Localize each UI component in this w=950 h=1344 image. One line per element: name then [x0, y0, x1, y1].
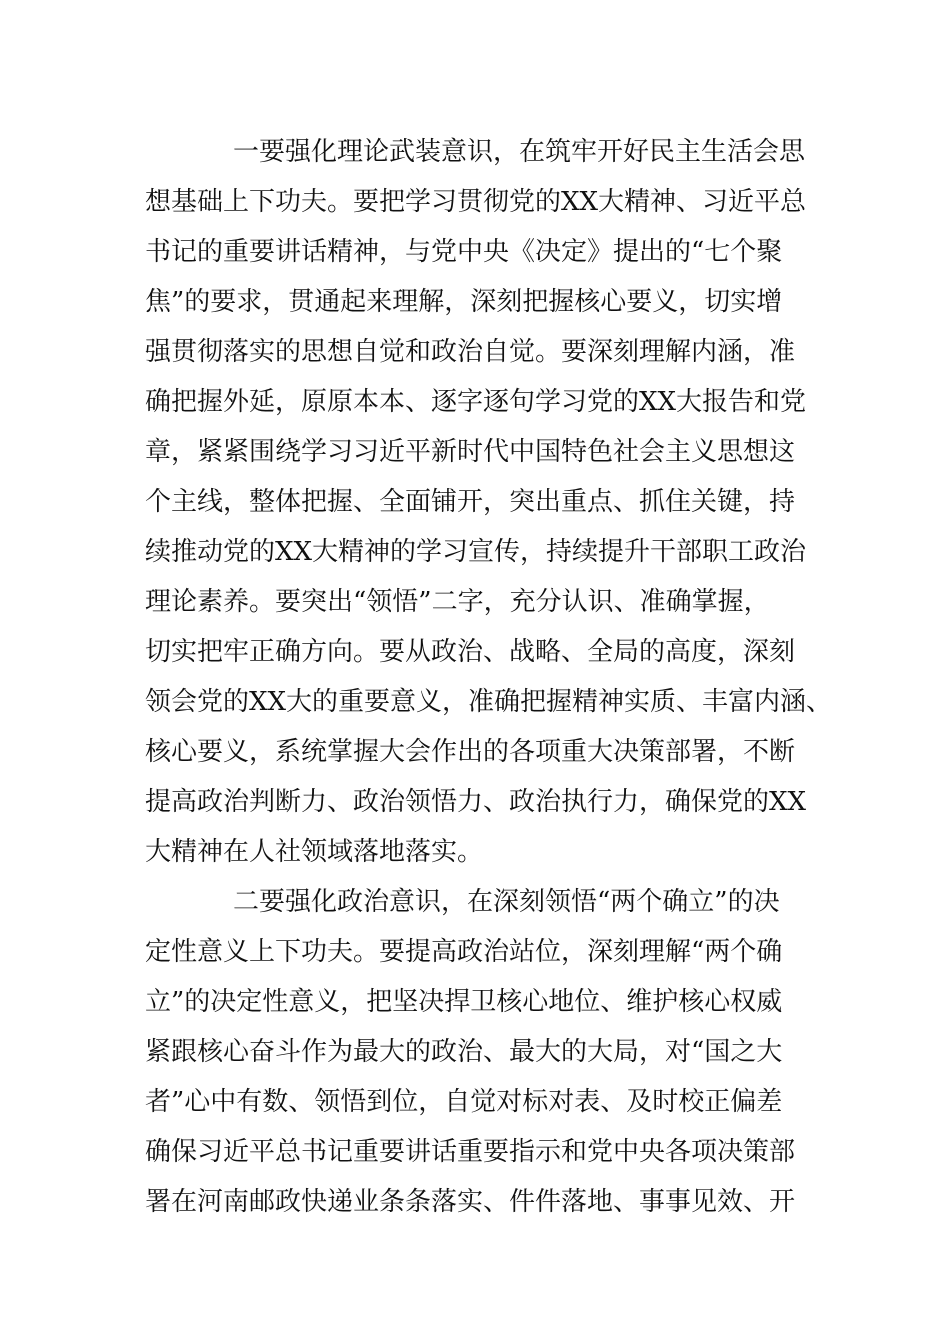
paragraph-2 — [145, 877, 835, 1227]
text-line: 强贯彻落实的思想自觉和政治自觉。要深刻理解内涵，准 — [145, 337, 796, 367]
text-line: 者”心中有数、领悟到位，自觉对标对表、及时校正偏差 — [145, 1087, 783, 1117]
document-body — [145, 127, 835, 1227]
text-line: 署在河南邮政快递业条条落实、件件落地、事事见效、开 — [145, 1187, 796, 1217]
text-line: 核心要义，系统掌握大会作出的各项重大决策部署，不断 — [145, 737, 796, 767]
text-line: 确把握外延，原原本本、逐字逐句学习党的XX大报告和党 — [145, 387, 807, 417]
text-line: 大精神在人社领域落地落实。 — [145, 837, 484, 867]
text-line: 切实把牢正确方向。要从政治、战略、全局的高度，深刻 — [145, 637, 796, 667]
text-line: 立”的决定性意义，把坚决捍卫核心地位、维护核心权威 — [145, 987, 783, 1017]
text-line: 定性意义上下功夫。要提高政治站位，深刻理解“两个确 — [145, 937, 783, 967]
text-line: 紧跟核心奋斗作为最大的政治、最大的大局，对“国之大 — [145, 1037, 783, 1067]
text-line: 提高政治判断力、政治领悟力、政治执行力，确保党的XX — [145, 787, 807, 817]
text-line: 理论素养。要突出“领悟”二字，充分认识、准确掌握， — [145, 587, 770, 617]
text-line: 一要强化理论武装意识，在筑牢开好民主生活会思 — [233, 137, 806, 167]
text-line: 想基础上下功夫。要把学习贯彻党的XX大精神、习近平总 — [145, 187, 807, 217]
text-line: 个主线，整体把握、全面铺开，突出重点、抓住关键，持 — [145, 487, 796, 517]
text-line: 续推动党的XX大精神的学习宣传，持续提升干部职工政治 — [145, 537, 807, 567]
text-line: 领会党的XX大的重要意义，准确把握精神实质、丰富内涵、 — [145, 687, 833, 717]
text-line: 二要强化政治意识，在深刻领悟“两个确立”的决 — [233, 887, 780, 917]
text-line: 章，紧紧围绕学习习近平新时代中国特色社会主义思想这 — [145, 437, 796, 467]
text-line: 确保习近平总书记重要讲话重要指示和党中央各项决策部 — [145, 1137, 796, 1167]
text-line: 焦”的要求，贯通起来理解，深刻把握核心要义，切实增 — [145, 287, 783, 317]
text-line: 书记的重要讲话精神，与党中央《决定》提出的“七个聚 — [145, 237, 783, 267]
paragraph-1 — [145, 127, 835, 877]
